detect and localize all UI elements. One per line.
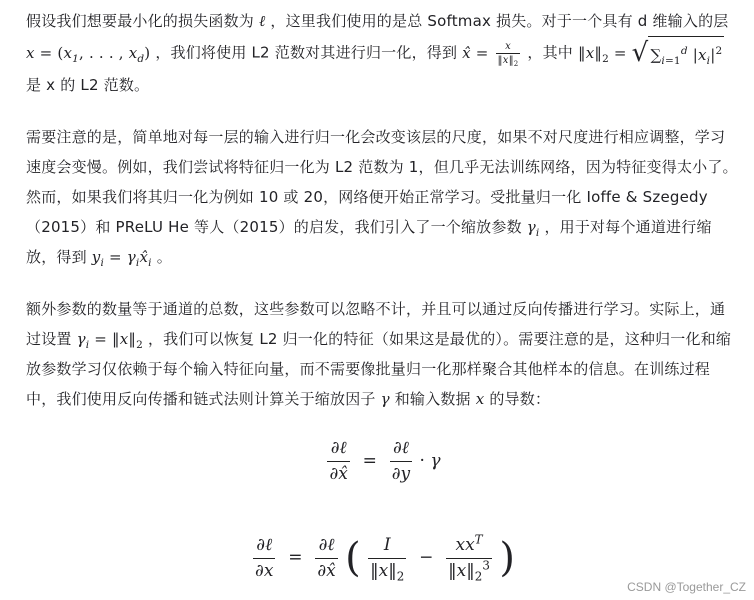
text: ，用于对每个通道进行缩放，得到 [26,218,712,266]
text: 额外参数的数量等于通道的总数，这些参数可以忽略不计，并且可以通过反向传播进行学习。实际上，通过设置 [26,300,726,348]
math-l2-norm-lhs: $‖x‖_2$ = [577,43,627,65]
math-gamma-equals-norm: $\gamma_i$ = $‖x‖_2$ [76,330,143,351]
text: 是 x 的 L2 范数。 [26,76,150,94]
paragraph-loss-definition [26,6,740,100]
text: 的导数： [489,390,551,408]
paragraph-parameters [26,294,740,414]
text: 和输入数据 [394,390,471,408]
math-gamma-i: $\gamma_i$ [526,218,540,239]
math-input-vector: $x = (x_1$, . . . , $x_d$) [26,43,151,65]
equation-gradient-x: $\frac{\text{∂ℓ}}{\partial x}$ = $\frac{\text{∂ℓ}}{\partial x̂}$ ( $\frac{I}{‖x‖_2}$ − $\frac{xx^T}{‖x‖_2^3}$ ) [255,531,515,583]
text: 假设我们想要最小化的损失函数为 [26,12,255,30]
text: 。 [156,248,172,266]
text: ，其中 [527,43,574,62]
math-normalized-x: x̂ = $\frac{x}{‖x‖_2}$ [462,40,519,68]
equation-gradient-xhat: $\frac{\text{∂ℓ}}{\partial x̂}$ = $\frac{\text{∂ℓ}}{\partial y}$ · γ [329,438,441,484]
math-l2-norm-sqrt: √ $\sum_{i=1}^d$ $|x_i|^2$ [631,38,723,68]
text: ，我们可以恢复 L2 归一化的特征（如果这是最优的）。需要注意的是，这种归一化和缩放参数学习仅依赖于每个输入特征向量，而不需要像批量归一化那样聚合其他样本的信息。在训练过程中，我们使用反向传播和链式法则计算关于缩放因子 [26,330,732,408]
math-gamma: γ [380,390,390,408]
math-x: x [475,390,485,408]
math-loss-symbol: ℓ [258,12,266,30]
paragraph-scaling [26,122,740,272]
text: ，我们将使用 L2 范数对其进行归一化，得到 [155,43,458,62]
math-yi-equation: $y_i$ = $\gamma_ix̂_i$ [91,248,152,269]
text: 需要注意的是，简单地对每一层的输入进行归一化会改变该层的尺度，如果不对尺度进行相应调整，学习速度会变慢。例如，我们尝试将特征归一化为 L2 范数为 1，但几乎无法训练网络，因为特征变得太小了。然而，如果我们将其归一化为例如 10 或 20，网络便开始正常学习。受批量归一化 Ioffe & Szegedy（2015）和 PReLU He 等人（2015）的启发，我们引入了一个缩放参数 [26,128,738,236]
text: ，这里我们使用的是总 Softmax 损失。对于一个具有 d 维输入的层 [270,12,729,30]
csdn-watermark: CSDN @Together_CZ [627,580,746,594]
